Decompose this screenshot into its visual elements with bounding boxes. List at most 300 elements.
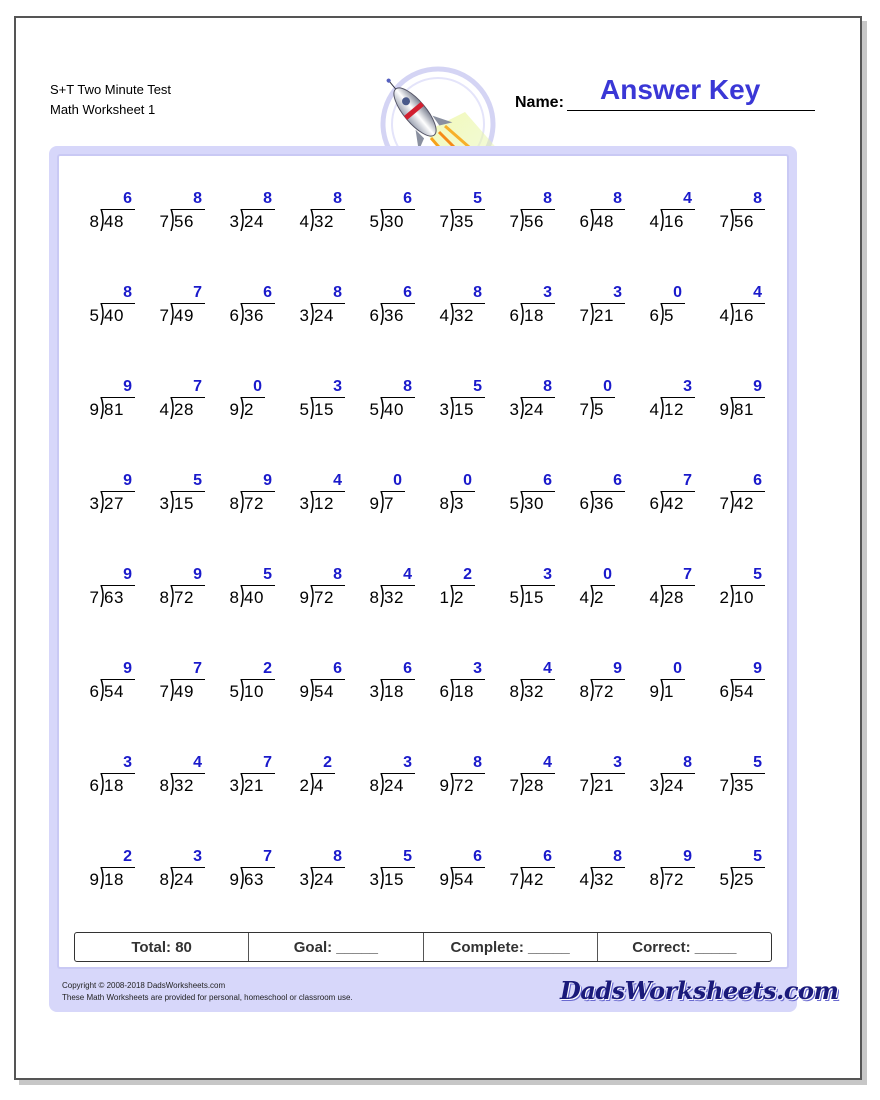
divisor: 3 bbox=[89, 494, 99, 513]
division-bar bbox=[451, 397, 485, 398]
division-bracket bbox=[450, 585, 452, 607]
dividend: 30 bbox=[384, 212, 404, 231]
division-bracket bbox=[170, 679, 172, 701]
divisor: 8 bbox=[369, 588, 379, 607]
division-problem bbox=[715, 566, 795, 614]
dividend: 12 bbox=[664, 400, 684, 419]
dividend: 40 bbox=[384, 400, 404, 419]
division-bracket bbox=[450, 679, 452, 701]
divisor: 6 bbox=[89, 776, 99, 795]
division-bar bbox=[661, 209, 695, 210]
division-problem bbox=[645, 660, 725, 708]
quotient-answer: 6 bbox=[123, 190, 132, 207]
division-problem bbox=[715, 754, 795, 802]
division-bar bbox=[101, 397, 135, 398]
division-problem bbox=[505, 754, 585, 802]
quotient-answer: 0 bbox=[253, 378, 262, 395]
division-problem bbox=[435, 190, 515, 238]
quotient-answer: 5 bbox=[753, 754, 762, 771]
quotient-answer: 8 bbox=[263, 190, 272, 207]
division-bracket bbox=[380, 209, 382, 231]
division-bar bbox=[101, 773, 135, 774]
division-problem bbox=[85, 754, 165, 802]
dividend: 15 bbox=[174, 494, 194, 513]
divisor: 5 bbox=[509, 494, 519, 513]
division-problem bbox=[155, 660, 235, 708]
division-bracket bbox=[310, 303, 312, 325]
quotient-answer: 5 bbox=[403, 848, 412, 865]
dividend: 28 bbox=[524, 776, 544, 795]
division-bracket bbox=[380, 679, 382, 701]
division-bar bbox=[381, 209, 415, 210]
dividend: 15 bbox=[524, 588, 544, 607]
dividend: 49 bbox=[174, 682, 194, 701]
division-problem bbox=[435, 472, 515, 520]
division-problem bbox=[225, 190, 305, 238]
divisor: 8 bbox=[509, 682, 519, 701]
division-bracket bbox=[170, 773, 172, 795]
division-bracket bbox=[310, 491, 312, 513]
division-bar bbox=[661, 585, 695, 586]
quotient-answer: 9 bbox=[683, 848, 692, 865]
name-field[interactable] bbox=[567, 110, 815, 111]
division-problem bbox=[435, 566, 515, 614]
divisor: 8 bbox=[649, 870, 659, 889]
division-bracket bbox=[310, 867, 312, 889]
dividend: 21 bbox=[244, 776, 264, 795]
division-bar bbox=[101, 303, 135, 304]
division-bracket bbox=[450, 303, 452, 325]
quotient-answer: 2 bbox=[463, 566, 472, 583]
division-bar bbox=[241, 491, 275, 492]
divisor: 3 bbox=[649, 776, 659, 795]
division-problem bbox=[365, 284, 445, 332]
division-problem bbox=[645, 472, 725, 520]
dividend: 21 bbox=[594, 306, 614, 325]
division-problem bbox=[505, 190, 585, 238]
quotient-answer: 7 bbox=[193, 378, 202, 395]
division-bar bbox=[661, 679, 685, 680]
dividend: 18 bbox=[524, 306, 544, 325]
division-bracket bbox=[170, 491, 172, 513]
division-problem bbox=[155, 190, 235, 238]
division-bar bbox=[241, 303, 275, 304]
division-problem bbox=[575, 190, 655, 238]
divisor: 7 bbox=[719, 776, 729, 795]
divisor: 6 bbox=[509, 306, 519, 325]
division-bracket bbox=[380, 773, 382, 795]
quotient-answer: 3 bbox=[543, 566, 552, 583]
division-problem bbox=[85, 472, 165, 520]
division-problem bbox=[295, 660, 375, 708]
division-problem bbox=[435, 754, 515, 802]
division-bar bbox=[731, 397, 765, 398]
dividend: 24 bbox=[174, 870, 194, 889]
quotient-answer: 7 bbox=[683, 472, 692, 489]
divisor: 8 bbox=[229, 588, 239, 607]
quotient-answer: 8 bbox=[473, 284, 482, 301]
dividend: 24 bbox=[664, 776, 684, 795]
quotient-answer: 5 bbox=[473, 190, 482, 207]
quotient-answer: 8 bbox=[473, 754, 482, 771]
dividend: 81 bbox=[734, 400, 754, 419]
quotient-answer: 0 bbox=[463, 472, 472, 489]
division-bracket bbox=[310, 585, 312, 607]
division-bracket bbox=[450, 773, 452, 795]
worksheet-title bbox=[50, 80, 171, 120]
dividend: 18 bbox=[454, 682, 474, 701]
division-bracket bbox=[520, 773, 522, 795]
division-bar bbox=[521, 397, 555, 398]
quotient-answer: 8 bbox=[543, 378, 552, 395]
correct-field[interactable]: Correct: _____ bbox=[632, 938, 737, 956]
divisor: 8 bbox=[579, 682, 589, 701]
quotient-answer: 8 bbox=[613, 190, 622, 207]
copyright-line-1: Copyright © 2008-2018 DadsWorksheets.com bbox=[62, 981, 226, 990]
dividend: 48 bbox=[104, 212, 124, 231]
quotient-answer: 3 bbox=[403, 754, 412, 771]
dividend: 32 bbox=[174, 776, 194, 795]
division-bar bbox=[661, 491, 695, 492]
answer-key-title: Answer Key bbox=[600, 74, 761, 105]
dividend: 24 bbox=[314, 870, 334, 889]
divisor: 9 bbox=[649, 682, 659, 701]
division-bar bbox=[171, 679, 205, 680]
divisor: 5 bbox=[719, 870, 729, 889]
quotient-answer: 8 bbox=[193, 190, 202, 207]
dividend: 40 bbox=[244, 588, 264, 607]
division-problem bbox=[155, 284, 235, 332]
division-bracket bbox=[590, 679, 592, 701]
division-problem bbox=[645, 848, 725, 896]
division-problem bbox=[645, 378, 725, 426]
divisor: 8 bbox=[89, 212, 99, 231]
division-problem bbox=[575, 378, 655, 426]
division-bar bbox=[311, 773, 335, 774]
quotient-answer: 6 bbox=[473, 848, 482, 865]
division-bar bbox=[591, 397, 615, 398]
quotient-answer: 0 bbox=[393, 472, 402, 489]
division-bracket bbox=[100, 867, 102, 889]
dividend: 42 bbox=[664, 494, 684, 513]
dividend: 54 bbox=[314, 682, 334, 701]
division-bar bbox=[521, 303, 555, 304]
divisor: 3 bbox=[229, 212, 239, 231]
dividend: 54 bbox=[734, 682, 754, 701]
dividend: 63 bbox=[244, 870, 264, 889]
divisor: 7 bbox=[579, 306, 589, 325]
dividend: 56 bbox=[734, 212, 754, 231]
division-bar bbox=[451, 585, 475, 586]
dividend: 15 bbox=[454, 400, 474, 419]
division-bar bbox=[521, 867, 555, 868]
division-bracket bbox=[730, 679, 732, 701]
quotient-answer: 2 bbox=[263, 660, 272, 677]
division-bracket bbox=[240, 397, 242, 419]
dividend: 32 bbox=[384, 588, 404, 607]
divisor: 2 bbox=[299, 776, 309, 795]
divisor: 7 bbox=[159, 682, 169, 701]
division-bar bbox=[731, 491, 765, 492]
quotient-answer: 0 bbox=[673, 660, 682, 677]
division-bracket bbox=[240, 303, 242, 325]
dividend: 10 bbox=[244, 682, 264, 701]
division-bar bbox=[731, 773, 765, 774]
division-problem bbox=[225, 284, 305, 332]
division-problem bbox=[225, 378, 305, 426]
division-bracket bbox=[660, 397, 662, 419]
quotient-answer: 5 bbox=[263, 566, 272, 583]
dividend: 36 bbox=[594, 494, 614, 513]
divisor: 8 bbox=[159, 776, 169, 795]
dividend: 4 bbox=[314, 776, 324, 795]
quotient-answer: 7 bbox=[193, 660, 202, 677]
dividend: 15 bbox=[314, 400, 334, 419]
divisor: 3 bbox=[299, 870, 309, 889]
division-bracket bbox=[590, 491, 592, 513]
division-problem bbox=[155, 378, 235, 426]
division-bar bbox=[591, 209, 625, 210]
division-bracket bbox=[310, 209, 312, 231]
division-bracket bbox=[450, 209, 452, 231]
division-bracket bbox=[730, 585, 732, 607]
division-bracket bbox=[100, 491, 102, 513]
division-bar bbox=[171, 585, 205, 586]
quotient-answer: 6 bbox=[543, 848, 552, 865]
division-bar bbox=[591, 585, 615, 586]
divisor: 9 bbox=[89, 400, 99, 419]
division-bracket bbox=[730, 397, 732, 419]
division-bar bbox=[661, 867, 695, 868]
quotient-answer: 4 bbox=[543, 660, 552, 677]
quotient-answer: 3 bbox=[683, 378, 692, 395]
dividend: 56 bbox=[524, 212, 544, 231]
dividend: 40 bbox=[104, 306, 124, 325]
division-problem bbox=[365, 660, 445, 708]
division-problem bbox=[295, 566, 375, 614]
division-bracket bbox=[100, 679, 102, 701]
division-bar bbox=[521, 491, 555, 492]
dividend: 32 bbox=[454, 306, 474, 325]
division-problem bbox=[295, 848, 375, 896]
division-bracket bbox=[240, 867, 242, 889]
division-problem bbox=[225, 660, 305, 708]
divisor: 3 bbox=[299, 494, 309, 513]
quotient-answer: 8 bbox=[123, 284, 132, 301]
quotient-answer: 0 bbox=[603, 566, 612, 583]
division-bracket bbox=[730, 773, 732, 795]
quotient-answer: 8 bbox=[613, 848, 622, 865]
dividend: 5 bbox=[594, 400, 604, 419]
title-line-2: Math Worksheet 1 bbox=[50, 102, 156, 117]
division-problem bbox=[435, 378, 515, 426]
division-problem bbox=[85, 848, 165, 896]
quotient-answer: 2 bbox=[123, 848, 132, 865]
division-bar bbox=[171, 491, 205, 492]
division-problem bbox=[225, 848, 305, 896]
dividend: 21 bbox=[594, 776, 614, 795]
division-bar bbox=[241, 679, 275, 680]
division-problem bbox=[225, 472, 305, 520]
dividend: 63 bbox=[104, 588, 124, 607]
quotient-answer: 7 bbox=[263, 848, 272, 865]
copyright-notice bbox=[62, 980, 353, 1004]
division-problem bbox=[715, 472, 795, 520]
divisor: 5 bbox=[369, 212, 379, 231]
divisor: 7 bbox=[579, 776, 589, 795]
dividend: 24 bbox=[244, 212, 264, 231]
division-problem bbox=[295, 284, 375, 332]
division-bracket bbox=[590, 303, 592, 325]
dividend: 2 bbox=[454, 588, 464, 607]
division-problem bbox=[365, 472, 445, 520]
dividend: 36 bbox=[384, 306, 404, 325]
division-problem bbox=[505, 660, 585, 708]
division-problem bbox=[505, 848, 585, 896]
division-problem bbox=[435, 284, 515, 332]
division-bar bbox=[311, 491, 345, 492]
divisor: 6 bbox=[439, 682, 449, 701]
quotient-answer: 9 bbox=[123, 660, 132, 677]
divisor: 6 bbox=[369, 306, 379, 325]
division-bar bbox=[311, 209, 345, 210]
division-bracket bbox=[660, 491, 662, 513]
quotient-answer: 8 bbox=[333, 566, 342, 583]
quotient-answer: 8 bbox=[543, 190, 552, 207]
dividend: 56 bbox=[174, 212, 194, 231]
divisor: 4 bbox=[299, 212, 309, 231]
division-bracket bbox=[380, 303, 382, 325]
divisor: 8 bbox=[229, 494, 239, 513]
division-problem bbox=[85, 190, 165, 238]
division-bar bbox=[661, 303, 685, 304]
division-bracket bbox=[450, 491, 452, 513]
copyright-line-2: These Math Worksheets are provided for personal, homeschool or classroom use. bbox=[62, 993, 353, 1002]
dividend: 49 bbox=[174, 306, 194, 325]
division-problem bbox=[85, 378, 165, 426]
divisor: 4 bbox=[719, 306, 729, 325]
division-problem bbox=[365, 190, 445, 238]
division-problem bbox=[155, 472, 235, 520]
divisor: 9 bbox=[369, 494, 379, 513]
goal-field[interactable]: Goal: _____ bbox=[249, 933, 423, 961]
division-bracket bbox=[520, 491, 522, 513]
division-bar bbox=[591, 867, 625, 868]
quotient-answer: 8 bbox=[333, 848, 342, 865]
divisor: 8 bbox=[159, 588, 169, 607]
total-count: Total: 80 bbox=[75, 933, 249, 961]
division-problem bbox=[295, 754, 375, 802]
dividend: 24 bbox=[314, 306, 334, 325]
division-bracket bbox=[380, 867, 382, 889]
division-bracket bbox=[170, 585, 172, 607]
divisor: 7 bbox=[579, 400, 589, 419]
division-bar bbox=[731, 303, 765, 304]
division-bar bbox=[451, 209, 485, 210]
divisor: 7 bbox=[159, 306, 169, 325]
name-label: Name: bbox=[515, 94, 564, 111]
division-bar bbox=[241, 397, 265, 398]
division-bar bbox=[451, 303, 485, 304]
dividend: 15 bbox=[384, 870, 404, 889]
division-bar bbox=[591, 773, 625, 774]
division-problem bbox=[575, 472, 655, 520]
divisor: 4 bbox=[159, 400, 169, 419]
division-problem bbox=[365, 566, 445, 614]
division-bar bbox=[101, 585, 135, 586]
division-bar bbox=[241, 585, 275, 586]
division-bar bbox=[241, 209, 275, 210]
division-bar bbox=[381, 773, 415, 774]
dividend: 3 bbox=[454, 494, 464, 513]
divisor: 3 bbox=[369, 870, 379, 889]
division-bracket bbox=[730, 303, 732, 325]
divisor: 7 bbox=[509, 212, 519, 231]
division-bar bbox=[521, 585, 555, 586]
division-bracket bbox=[240, 773, 242, 795]
quotient-answer: 3 bbox=[123, 754, 132, 771]
quotient-answer: 3 bbox=[543, 284, 552, 301]
division-problem bbox=[435, 660, 515, 708]
dividend: 72 bbox=[664, 870, 684, 889]
division-bar bbox=[171, 867, 205, 868]
dividend: 18 bbox=[104, 776, 124, 795]
divisor: 4 bbox=[579, 870, 589, 889]
quotient-answer: 3 bbox=[473, 660, 482, 677]
division-bracket bbox=[520, 397, 522, 419]
divisor: 8 bbox=[439, 494, 449, 513]
divisor: 3 bbox=[229, 776, 239, 795]
division-bar bbox=[521, 209, 555, 210]
quotient-answer: 4 bbox=[333, 472, 342, 489]
dividend: 25 bbox=[734, 870, 754, 889]
divisor: 7 bbox=[719, 494, 729, 513]
division-bar bbox=[451, 773, 485, 774]
divisor: 2 bbox=[719, 588, 729, 607]
quotient-answer: 5 bbox=[753, 848, 762, 865]
complete-field[interactable]: Complete: _____ bbox=[424, 933, 598, 961]
division-bar bbox=[731, 867, 765, 868]
division-problem bbox=[715, 848, 795, 896]
divisor: 9 bbox=[229, 400, 239, 419]
quotient-answer: 7 bbox=[263, 754, 272, 771]
quotient-answer: 4 bbox=[683, 190, 692, 207]
quotient-answer: 9 bbox=[613, 660, 622, 677]
dividend: 10 bbox=[734, 588, 754, 607]
division-bracket bbox=[170, 209, 172, 231]
divisor: 7 bbox=[89, 588, 99, 607]
divisor: 3 bbox=[439, 400, 449, 419]
divisor: 9 bbox=[299, 588, 309, 607]
division-bar bbox=[731, 209, 765, 210]
dividend: 36 bbox=[244, 306, 264, 325]
division-problem bbox=[575, 284, 655, 332]
division-bracket bbox=[450, 397, 452, 419]
division-bar bbox=[451, 867, 485, 868]
quotient-answer: 0 bbox=[603, 378, 612, 395]
division-bar bbox=[241, 867, 275, 868]
problem-area bbox=[57, 154, 789, 969]
division-bar bbox=[731, 679, 765, 680]
division-bracket bbox=[310, 679, 312, 701]
division-problem bbox=[575, 754, 655, 802]
division-bracket bbox=[170, 867, 172, 889]
division-problem bbox=[575, 660, 655, 708]
dividend: 1 bbox=[664, 682, 674, 701]
dividend: 35 bbox=[734, 776, 754, 795]
divisor: 4 bbox=[649, 588, 659, 607]
quotient-answer: 8 bbox=[333, 284, 342, 301]
